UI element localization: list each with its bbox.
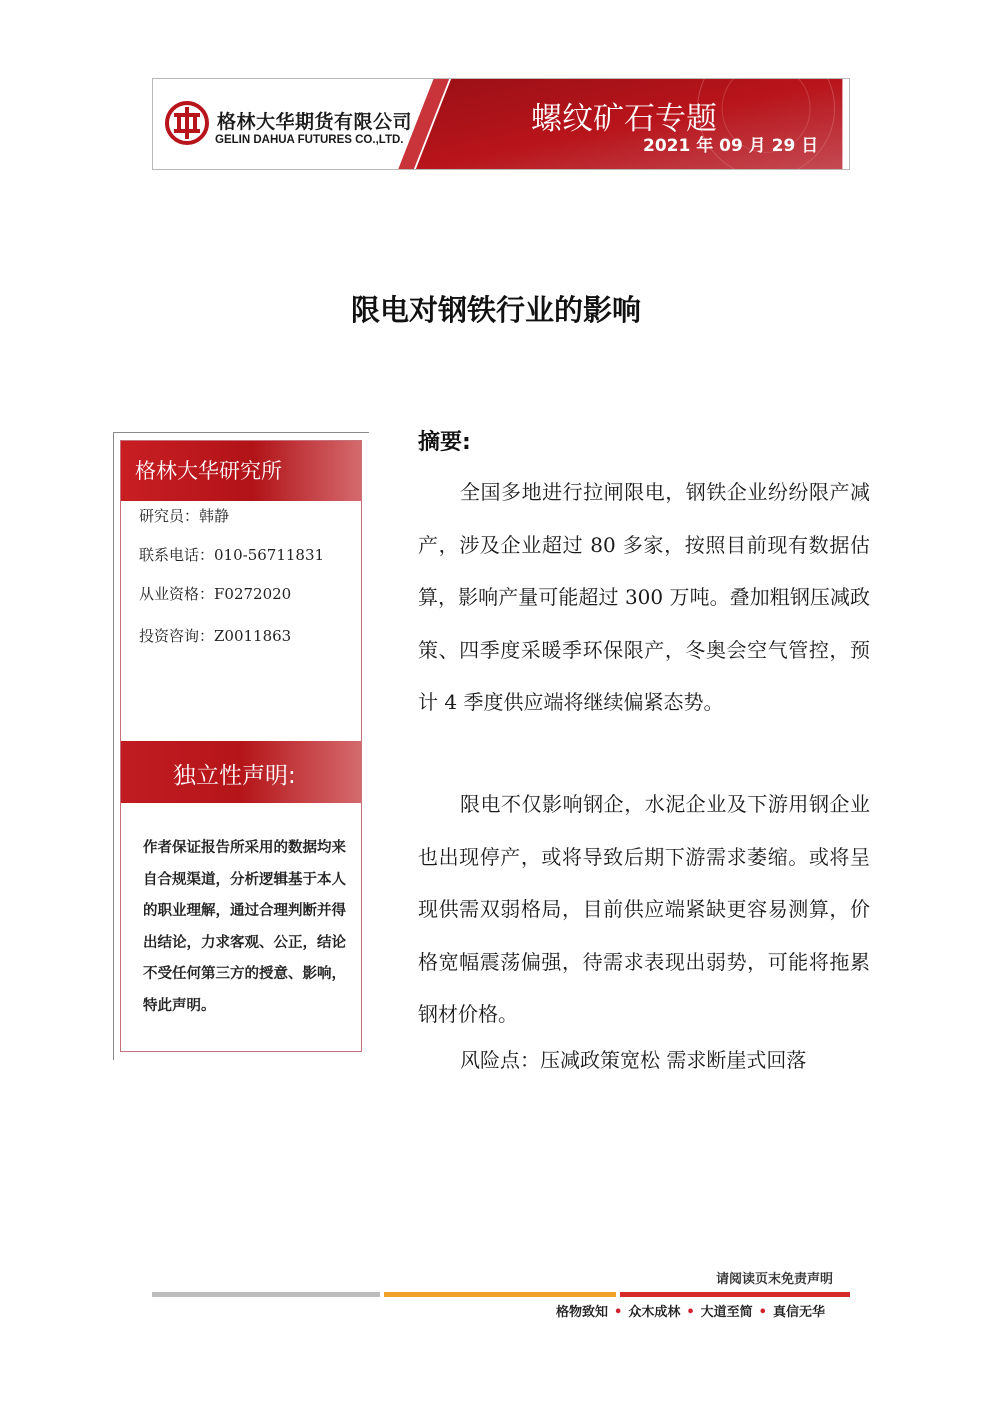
summary-paragraph-1: 全国多地进行拉闸限电，钢铁企业纷纷限产减产，涉及企业超过 80 多家，按照目前现有数据估算，影响产量可能超过 300 万吨。叠加粗钢压减政策、四季度采暖季环保限产，冬奥会空气管控，预计 4 季度供应端将继续偏紧态势。 — [418, 480, 870, 714]
company-logo-icon — [165, 101, 209, 145]
motto-separator: • — [686, 1305, 695, 1320]
declaration-header — [121, 741, 361, 803]
declaration-title: 独立性声明: — [173, 763, 296, 789]
qualification-line: 从业资格：F0272020 — [139, 585, 292, 603]
motto-item: 大道至简 — [700, 1305, 753, 1320]
institute-name: 格林大华研究所 — [135, 459, 282, 483]
institute-header — [121, 441, 361, 501]
research-info-sidebar — [120, 440, 362, 1052]
company-name-en: GELIN DAHUA FUTURES CO.,LTD. — [215, 134, 404, 146]
sidebar-divider-vertical — [113, 432, 114, 1060]
report-topic: 螺纹矿石专题 — [531, 101, 717, 137]
risk-points-paragraph: 风险点：压减政策宽松 需求断崖式回落 — [460, 1048, 807, 1072]
motto-separator: • — [758, 1305, 767, 1320]
sidebar-divider-horizontal — [113, 432, 369, 433]
researcher-line: 研究员：韩静 — [139, 507, 230, 525]
company-motto — [556, 1301, 825, 1320]
consulting-line: 投资咨询：Z0011863 — [139, 627, 292, 645]
report-header-banner — [152, 78, 850, 170]
disclaimer-note: 请阅读页末免责声明 — [716, 1272, 834, 1287]
footer-bar-grey — [152, 1292, 380, 1297]
summary-paragraph-2: 限电不仅影响钢企，水泥企业及下游用钢企业也出现停产，或将导致后期下游需求萎缩。或将呈现供需双弱格局，目前供应端紧缺更容易测算，价格宽幅震荡偏强，待需求表现出弱势，可能将拖累钢材价格。 — [418, 792, 870, 1026]
report-date: 2021 年 09 月 29 日 — [643, 136, 819, 156]
motto-separator: • — [614, 1305, 623, 1320]
motto-item: 众木成林 — [628, 1305, 681, 1320]
motto-item: 格物致知 — [556, 1305, 609, 1320]
phone-line: 联系电话：010-56711831 — [139, 546, 325, 564]
motto-item: 真信无华 — [772, 1305, 825, 1320]
declaration-text: 作者保证报告所采用的数据均来自合规渠道，分析逻辑基于本人的职业理解，通过合理判断并得出结论，力求客观、公正，结论不受任何第三方的授意、影响，特此声明。 — [143, 840, 346, 1014]
document-title: 限电对钢铁行业的影响 — [350, 293, 641, 327]
summary-heading: 摘要: — [418, 430, 471, 455]
footer-bar-orange — [384, 1292, 616, 1297]
footer-bar-red — [620, 1292, 850, 1297]
company-name-cn: 格林大华期货有限公司 — [217, 111, 413, 133]
